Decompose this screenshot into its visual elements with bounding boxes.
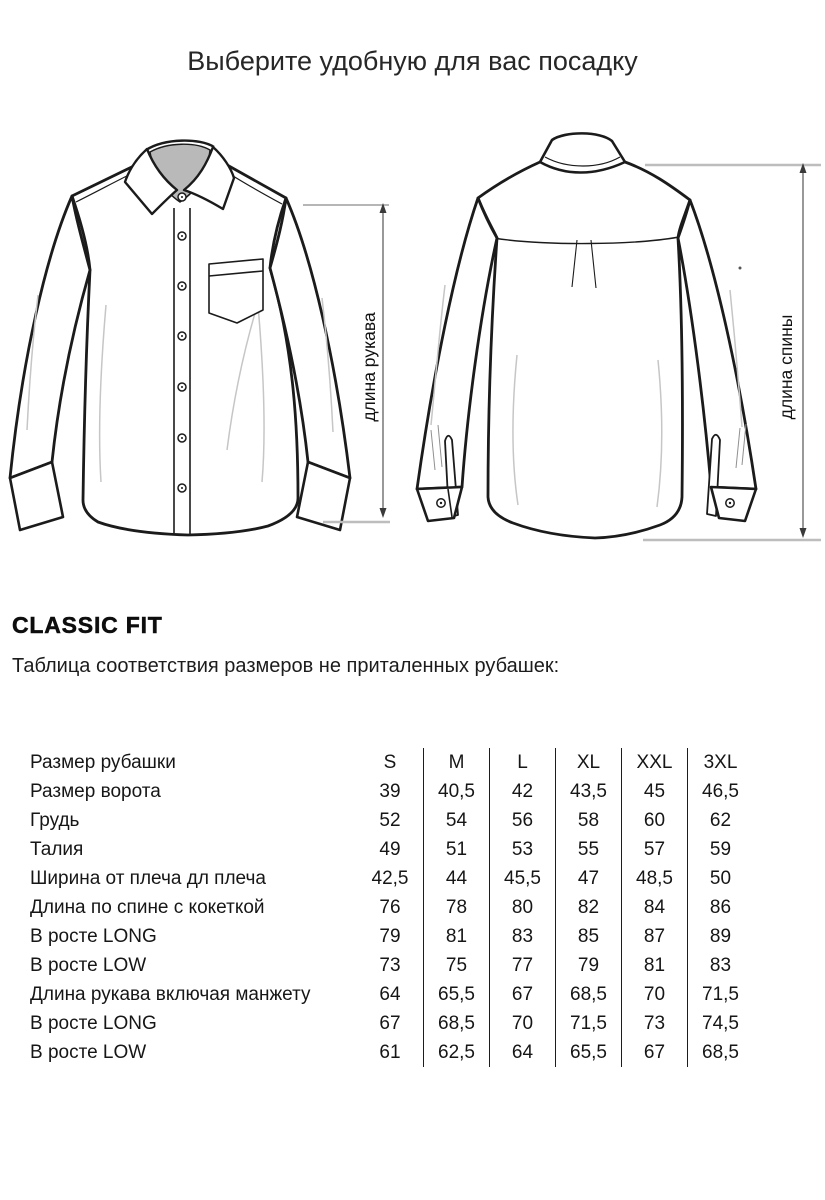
cell: 86 xyxy=(687,893,753,922)
table-row xyxy=(30,893,753,922)
row-label: В росте LOW xyxy=(30,1042,147,1063)
row-label: Длина по спине с кокеткой xyxy=(30,897,265,918)
cell: 58 xyxy=(555,806,621,835)
cell: 60 xyxy=(621,806,687,835)
cell: 74,5 xyxy=(687,1009,753,1038)
table-row xyxy=(30,980,753,1009)
cell: 62 xyxy=(687,806,753,835)
cell: 85 xyxy=(555,922,621,951)
size-header: XXL xyxy=(621,748,687,777)
cell: 79 xyxy=(555,951,621,980)
cell: 39 xyxy=(379,781,401,802)
shirt-front-illustration xyxy=(10,141,350,535)
cell: 73 xyxy=(379,955,401,976)
table-row xyxy=(30,922,753,951)
back-collar xyxy=(540,133,625,172)
cell: 50 xyxy=(687,864,753,893)
cell: 83 xyxy=(687,951,753,980)
cell: 67 xyxy=(379,1013,401,1034)
cell: 89 xyxy=(687,922,753,951)
cell: 51 xyxy=(423,835,489,864)
cell: 61 xyxy=(379,1042,401,1063)
cell: 56 xyxy=(489,806,555,835)
front-body xyxy=(72,161,298,535)
row-label: Размер ворота xyxy=(30,781,161,802)
shirt-back-illustration xyxy=(417,133,756,538)
cell: 43,5 xyxy=(555,777,621,806)
cell: 59 xyxy=(687,835,753,864)
cell: 65,5 xyxy=(555,1038,621,1067)
cell: 55 xyxy=(555,835,621,864)
back-body xyxy=(478,162,690,538)
row-label: Грудь xyxy=(30,810,80,831)
back-left-cuff-button xyxy=(437,499,445,507)
table-row xyxy=(30,835,753,864)
size-header: S xyxy=(383,752,397,773)
cell: 77 xyxy=(489,951,555,980)
row-label: Ширина от плеча дл плеча xyxy=(30,868,266,889)
table-row xyxy=(30,777,753,806)
cell: 87 xyxy=(621,922,687,951)
cell: 68,5 xyxy=(687,1038,753,1067)
cell: 64 xyxy=(489,1038,555,1067)
cell: 45 xyxy=(621,777,687,806)
sleeve-length-label: длина рукава xyxy=(359,312,379,422)
cell: 47 xyxy=(555,864,621,893)
stray-dot xyxy=(739,267,742,270)
cell: 54 xyxy=(423,806,489,835)
cell: 81 xyxy=(423,922,489,951)
cell: 64 xyxy=(379,984,401,1005)
cell: 42,5 xyxy=(371,868,409,889)
cell: 62,5 xyxy=(423,1038,489,1067)
table-header-row xyxy=(30,748,753,777)
cell: 71,5 xyxy=(687,980,753,1009)
cell: 75 xyxy=(423,951,489,980)
cell: 83 xyxy=(489,922,555,951)
row-label: Длина рукава включая манжету xyxy=(30,984,311,1005)
table-row xyxy=(30,806,753,835)
cell: 68,5 xyxy=(423,1009,489,1038)
cell: 52 xyxy=(379,810,401,831)
table-row xyxy=(30,951,753,980)
table-row xyxy=(30,864,753,893)
cell: 40,5 xyxy=(423,777,489,806)
table-row xyxy=(30,1009,753,1038)
cell: 71,5 xyxy=(555,1009,621,1038)
cell: 53 xyxy=(489,835,555,864)
front-chest-pocket xyxy=(209,259,263,323)
cell: 65,5 xyxy=(423,980,489,1009)
cell: 81 xyxy=(621,951,687,980)
cell: 78 xyxy=(423,893,489,922)
cell: 44 xyxy=(423,864,489,893)
back-left-sleeve xyxy=(417,198,497,489)
size-table xyxy=(30,748,753,1067)
cell: 76 xyxy=(379,897,401,918)
page-title: Выберите удобную для вас посадку xyxy=(187,46,638,76)
size-header: M xyxy=(423,748,489,777)
cell: 67 xyxy=(621,1038,687,1067)
back-length-label: длина спины xyxy=(776,314,796,420)
row-label: Размер рубашки xyxy=(30,752,176,773)
cell: 48,5 xyxy=(621,864,687,893)
size-header: XL xyxy=(555,748,621,777)
cell: 82 xyxy=(555,893,621,922)
cell: 46,5 xyxy=(687,777,753,806)
cell: 79 xyxy=(379,926,401,947)
row-label: В росте LONG xyxy=(30,1013,157,1034)
cell: 84 xyxy=(621,893,687,922)
cell: 42 xyxy=(489,777,555,806)
table-row xyxy=(30,1038,753,1067)
cell: 73 xyxy=(621,1009,687,1038)
cell: 68,5 xyxy=(555,980,621,1009)
size-header: 3XL xyxy=(687,748,753,777)
cell: 49 xyxy=(379,839,401,860)
row-label: В росте LOW xyxy=(30,955,147,976)
cell: 70 xyxy=(621,980,687,1009)
cell: 45,5 xyxy=(489,864,555,893)
cell: 70 xyxy=(489,1009,555,1038)
row-label: В росте LONG xyxy=(30,926,157,947)
fit-heading: CLASSIC FIT xyxy=(12,612,163,638)
cell: 80 xyxy=(489,893,555,922)
front-left-sleeve xyxy=(10,196,90,478)
back-right-cuff-button xyxy=(726,499,734,507)
row-label: Талия xyxy=(30,839,84,860)
size-header: L xyxy=(489,748,555,777)
cell: 67 xyxy=(489,980,555,1009)
fit-subtitle: Таблица соответствия размеров не приталенных рубашек: xyxy=(12,655,560,677)
shirt-measurement-diagram xyxy=(0,115,825,585)
cell: 57 xyxy=(621,835,687,864)
